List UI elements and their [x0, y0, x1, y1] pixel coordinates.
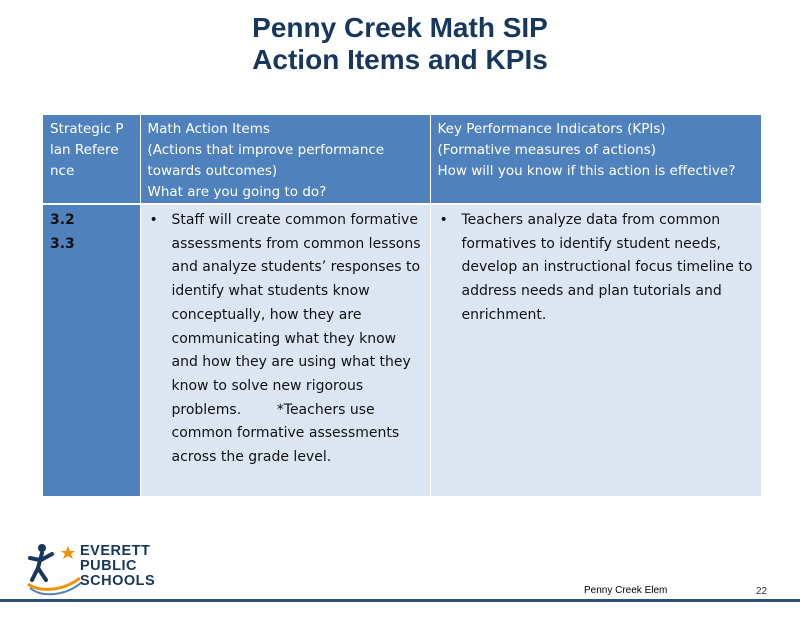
action-item-text: Staff will create common formative assessments from common lessons and analyze students’ responses to identify what students know conceptually, how they are communicating what they know and how they are using what they know to solve new rigorous problems. *Teachers use common formative assessments across the grade level.	[171, 212, 425, 466]
header-math-action-items	[140, 115, 430, 204]
logo-line-2: PUBLIC	[80, 558, 137, 574]
kpi-cell	[430, 204, 761, 496]
title-line-2: Action Items and KPIs	[252, 44, 548, 75]
bullet-icon: •	[439, 212, 448, 228]
kpi-text: Teachers analyze data from common formatives to identify student needs, develop an instructional focus timeline to address needs and plan tutorials and enrichment.	[461, 212, 757, 323]
header-math-action-items-text: Math Action Items (Actions that improve performance towards outcomes) What are you going to do?	[147, 121, 385, 200]
footer-divider	[0, 599, 800, 602]
footer-school-label: Penny Creek Elem	[584, 585, 668, 596]
sip-table	[43, 115, 761, 496]
header-strategic-plan-reference	[43, 115, 140, 204]
header-row	[43, 115, 761, 204]
bullet-icon: •	[149, 212, 158, 228]
reference-cell	[43, 204, 140, 496]
header-strategic-plan-reference-text: Strategic P lan Refere nce	[50, 121, 124, 179]
action-item-cell	[140, 204, 430, 496]
everett-public-schools-logo	[24, 540, 184, 598]
logo-line-3: SCHOOLS	[80, 573, 156, 589]
header-kpis	[430, 115, 761, 204]
table-row	[43, 204, 761, 496]
title-line-1: Penny Creek Math SIP	[252, 12, 548, 43]
page-number: 22	[756, 586, 768, 597]
logo-line-1: EVERETT	[80, 543, 151, 559]
reference-text: 3.2 3.3	[50, 212, 75, 252]
logo-figure-icon	[24, 540, 84, 598]
slide-title	[0, 12, 800, 76]
logo-wordmark	[80, 544, 155, 589]
header-kpis-text: Key Performance Indicators (KPIs) (Formative measures of actions) How will you know if this action is effective?	[437, 121, 736, 179]
